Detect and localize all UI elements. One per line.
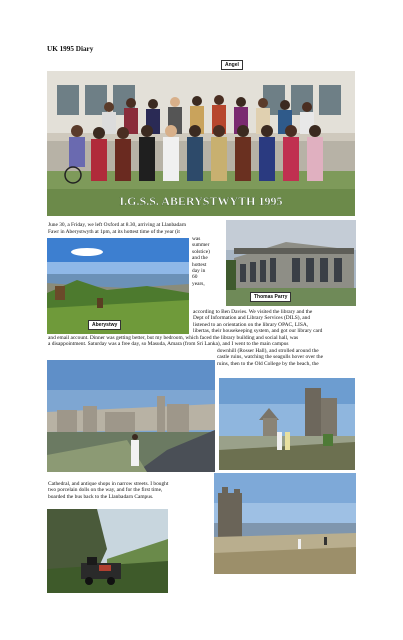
- bottom-paragraph: [48, 481, 168, 500]
- paragraph-line: day in: [192, 268, 206, 275]
- paragraph-line: downhill (Rosser Hall), and strolled around the: [217, 348, 319, 354]
- angel-label: Angel: [221, 60, 243, 70]
- paragraph-line: years,: [192, 280, 205, 287]
- paragraph-line: a disappointment. Saturday was a free day, so Masuda, Amara (from Sri Lanka), and I went to the main campus: [48, 341, 289, 348]
- campus-photo: [47, 360, 215, 472]
- paragraph-line: Dept of Information and Library Services (DILS), and: [193, 315, 311, 322]
- paragraph-line: solstice): [192, 248, 210, 255]
- aberystwy-label: Aberystwy: [88, 320, 121, 330]
- full-paragraph: [48, 335, 358, 348]
- page-title: UK 1995 Diary: [47, 45, 94, 53]
- paragraph-line: summer: [192, 242, 210, 249]
- paragraph-line: Fawr in Aberystwyth at 1pm, at its hottest time of the year (it: [48, 229, 180, 235]
- paragraph-line: June 30, a Friday, we left Oxford at 8.30, arriving at Llanbadarn: [48, 222, 187, 228]
- group-photo-banner: I.G.S.S. ABERYSTWYTH 1995: [119, 194, 283, 208]
- group-photo: [47, 71, 355, 216]
- indented-paragraph: [193, 309, 322, 335]
- paragraph-line: listened to an orientation on the library OPAC, LISA,: [193, 321, 309, 328]
- castle-photo: [219, 378, 355, 470]
- paragraph-line: castle ruins, watching the seagulls hover over the: [217, 354, 323, 361]
- narrow-column: [192, 236, 222, 287]
- paragraph-line: Cathedral, and antique shops in narrow streets. I bought: [48, 481, 169, 487]
- paragraph-line: 60: [192, 274, 198, 281]
- castle-ruins-photo: [214, 473, 356, 574]
- train-photo: [47, 509, 168, 593]
- paragraph-line: ruins, then to the Old College by the beach, the: [217, 360, 319, 367]
- paragraph-line: according to Ben Davies. We visited the library and the: [193, 309, 313, 315]
- paragraph-line: and email account. Dinner was getting better, but my bedroom, which faced the library building and social hall, was: [48, 335, 299, 341]
- paragraph-line: boarded the bus back to the Llanbadarn Campus.: [48, 493, 154, 500]
- paragraph-line: libertas, their housekeeping system, and got our library card: [193, 328, 323, 335]
- paragraph-line: hottest: [192, 261, 207, 268]
- thomas-parry-label: Thomas Parry: [250, 292, 291, 302]
- right-paragraph: [217, 348, 323, 367]
- paragraph-line: and the: [192, 255, 208, 262]
- paragraph-line: two porcelain dolls on the way, and for the first time,: [48, 487, 163, 494]
- paragraph-line: was: [192, 236, 201, 242]
